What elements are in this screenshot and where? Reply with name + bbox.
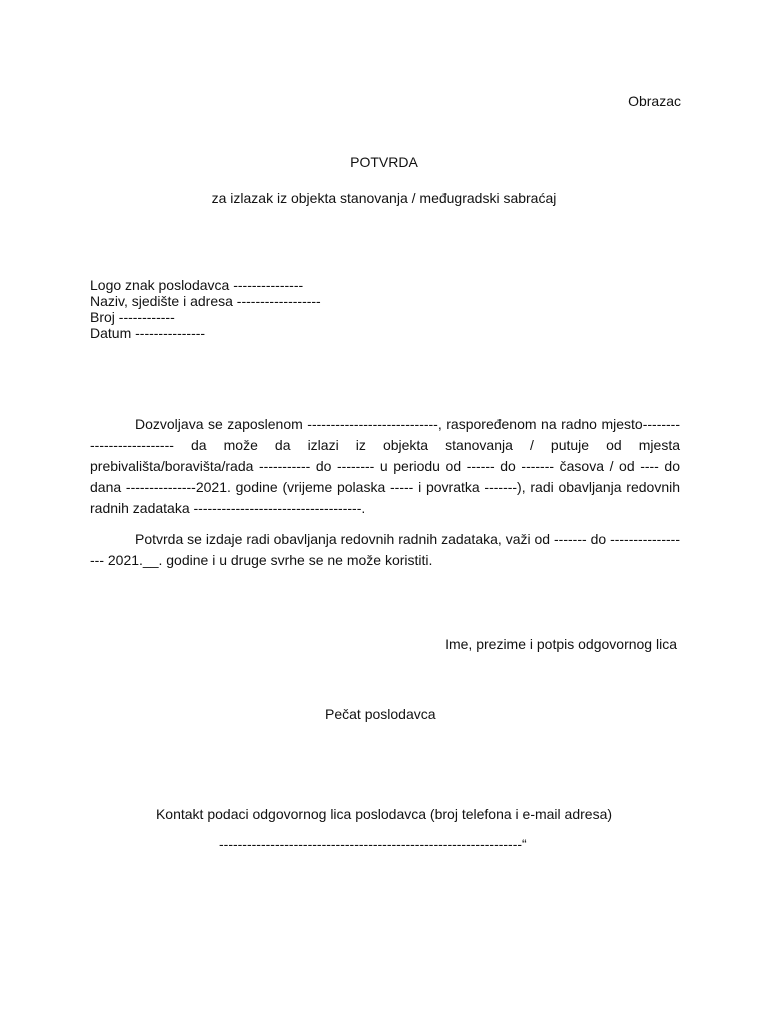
employer-number-line: Broj ------------	[90, 309, 175, 325]
validity-paragraph: Potvrda se izdaje radi obavljanja redovnih radnih zadataka, važi od ------- do ------------------ 2021.__. godine i u druge svrhe se ne može koristiti.	[90, 531, 680, 568]
form-label: Obrazac	[628, 93, 681, 109]
permission-paragraph: Dozvoljava se zaposlenom ----------------------------, raspoređenom na radno mjesto-------------------------- da može da izlazi iz objekta stanovanja / putuje od mjesta prebivališta/boravišta/rada ----------- do -------- u periodu od ------ do ------- časova / od ---- do dana ---------------2021. godine (vrijeme polaska ----- i povratka -------), radi obavljanja redovnih radnih zadataka ------------------------------------.	[90, 416, 680, 516]
document-title: POTVRDA	[350, 154, 418, 170]
employer-date-line: Datum ---------------	[90, 325, 206, 341]
employer-info-block	[90, 277, 321, 341]
document-subtitle: za izlazak iz objekta stanovanja / međugradski sabraćaj	[211, 190, 557, 206]
contact-label: Kontakt podaci odgovornog lica poslodavca (broj telefona i e-mail adresa)	[155, 806, 613, 822]
employer-name-address-line: Naziv, sjedište i adresa ------------------	[90, 293, 321, 309]
stamp-label: Pečat poslodavca	[325, 706, 436, 722]
signature-label: Ime, prezime i potpis odgovornog lica	[445, 636, 677, 652]
employer-logo-line: Logo znak poslodavca ---------------	[90, 277, 304, 293]
contact-blank-line: -----------------------------------------------------------------“	[219, 836, 527, 852]
